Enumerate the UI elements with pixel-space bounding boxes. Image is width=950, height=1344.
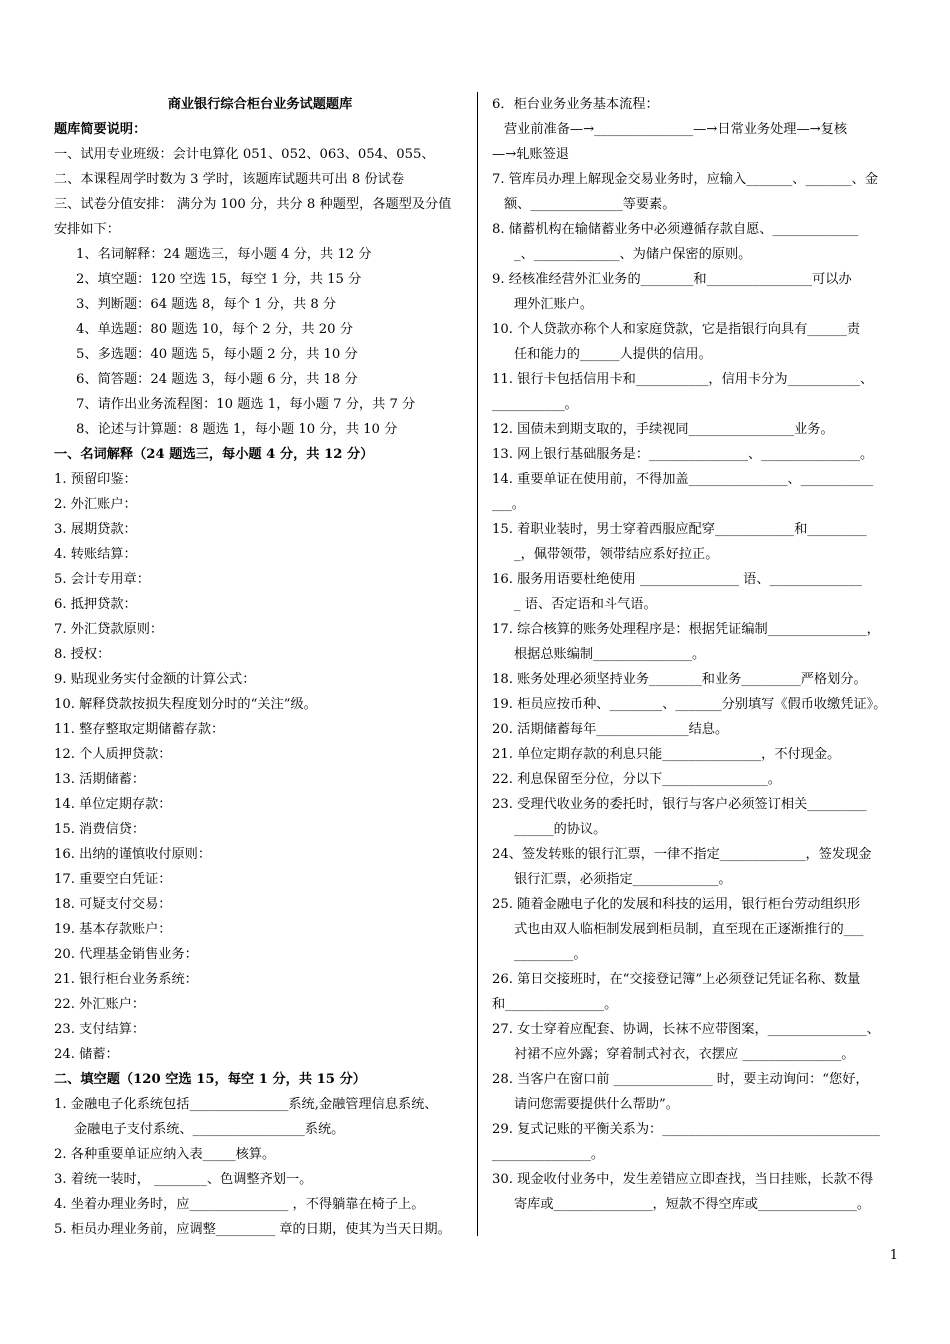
text-line: 6. 抵押贷款： (54, 597, 137, 612)
text-line: 三、试卷分值安排： 满分为 100 分，共分 8 种题型，各题型及分值 (54, 197, 452, 212)
text-line: 23. 支付结算： (54, 1022, 146, 1037)
text-line: 任和能力的______人提供的信用。 (514, 347, 712, 362)
text-line: 4. 坐着办理业务时，应_______________ ，不得躺靠在椅子上。 (54, 1197, 425, 1212)
text-line: 28. 当客户在窗口前 _______________ 时，要主动询问：“您好， (492, 1072, 869, 1087)
section-heading: 二、填空题（120 空选 15，每空 1 分，共 15 分） (54, 1072, 366, 1087)
text-line: 7. 管库员办理上解现金交易业务时，应输入_______、_______、金 (492, 172, 879, 187)
text-line: 根据总账编制_______________。 (514, 647, 706, 662)
text-line: 3、判断题：64 题选 8，每个 1 分，共 8 分 (76, 297, 337, 312)
text-line: 7、请作出业务流程图：10 题选 1，每小题 7 分，共 7 分 (76, 397, 416, 412)
text-line: 一、试用专业班级：会计电算化 051、052、063、054、055、 (54, 147, 435, 162)
text-line: 5. 柜员办理业务前，应调整_________ 章的日期，使其为当天日期。 (54, 1222, 451, 1237)
text-line: 3. 着统一装时， ________、色调整齐划一。 (54, 1172, 313, 1187)
text-line: ______的协议。 (514, 822, 607, 837)
text-line: 2、填空题：120 空选 15，每空 1 分，共 15 分 (76, 272, 362, 287)
column-divider (477, 92, 478, 1236)
text-line: 21. 单位定期存款的利息只能_______________，不付现金。 (492, 747, 841, 762)
text-line: 2. 各种重要单证应纳入表_____核算。 (54, 1147, 276, 1162)
text-line: 22. 利息保留至分位，分以下________________。 (492, 772, 781, 787)
text-line: 寄库或_______________，短款不得空库或_______________。 (514, 1197, 871, 1212)
text-line: 15. 着职业装时，男士穿着西服应配穿____________和_________ (492, 522, 867, 537)
text-line: 26. 第日交接班时，在“交接登记簿”上必须登记凭证名称、数量 (492, 972, 861, 987)
text-line: 8. 授权： (54, 647, 111, 662)
text-line: 16. 服务用语要杜绝使用 _______________ 语、______________ (492, 572, 862, 587)
text-line: 23. 受理代收业务的委托时，银行与客户必须签订相关_________ (492, 797, 867, 812)
text-line: 22. 外汇账户： (54, 997, 146, 1012)
text-line: 18. 账务处理必须坚持业务________和业务_________严格划分。 (492, 672, 867, 687)
text-line: _______________。 (492, 1147, 605, 1162)
text-line: ___。 (492, 497, 525, 512)
text-line: 5、多选题：40 题选 5，每小题 2 分，共 10 分 (76, 347, 358, 362)
text-line: 13. 活期储蓄： (54, 772, 146, 787)
text-line: _________。 (514, 947, 587, 962)
text-line: _ 语、否定语和斗气语。 (514, 597, 657, 612)
text-line: 9. 经核准经营外汇业务的________和________________可以办 (492, 272, 852, 287)
text-line: _，佩带领带，领带结应系好拉正。 (514, 547, 719, 562)
text-line: 9. 贴现业务实付金额的计算公式： (54, 672, 256, 687)
text-line: 27. 女士穿着应配套、协调，长袜不应带图案，_______________、 (492, 1022, 880, 1037)
text-line: 18. 可疑支付交易： (54, 897, 172, 912)
text-line: 额、______________等要素。 (504, 197, 676, 212)
text-line: 10. 解释贷款按损失程度划分时的“关注”级。 (54, 697, 317, 712)
text-line: 6．柜台业务业务基本流程： (492, 97, 659, 112)
text-line: 11. 整存整取定期储蓄存款： (54, 722, 225, 737)
text-line: 13. 网上银行基础服务是：_______________、_______________。 (492, 447, 874, 462)
text-line: 衬裙不应外露；穿着制式衬衣，衣摆应 _______________。 (514, 1047, 855, 1062)
text-line: —→轧账签退 (492, 147, 569, 162)
text-line: 式也由双人临柜制发展到柜员制，直至现在正逐渐推行的___ (514, 922, 864, 937)
text-line: 14. 重要单证在使用前，不得加盖_______________、___________ (492, 472, 874, 487)
left-column (54, 92, 466, 1242)
text-line: 营业前准备—→_______________—→日常业务处理—→复核 (504, 122, 848, 137)
text-line: 5. 会计专用章： (54, 572, 150, 587)
text-line: 4. 转账结算： (54, 547, 137, 562)
text-line: 17. 综合核算的账务处理程序是：根据凭证编制_______________， (492, 622, 880, 637)
text-line: 和_______________。 (492, 997, 618, 1012)
text-line: ___________。 (492, 397, 578, 412)
text-line: 4、单选题：80 题选 10，每个 2 分，共 20 分 (76, 322, 353, 337)
text-line: 1. 预留印鉴： (54, 472, 137, 487)
text-line: 24、签发转账的银行汇票，一律不指定_____________，签发现金 (492, 847, 872, 862)
text-line: 12. 个人质押贷款： (54, 747, 172, 762)
text-line: 25. 随着金融电子化的发展和科技的运用，银行柜台劳动组织形 (492, 897, 861, 912)
text-line: 7. 外汇贷款原则： (54, 622, 164, 637)
text-line: 30. 现金收付业务中，发生差错应立即查找，当日挂账，长款不得 (492, 1172, 874, 1187)
text-line: 1. 金融电子化系统包括_______________系统,金融管理信息系统、 (54, 1097, 438, 1112)
text-line: 11. 银行卡包括信用卡和___________，信用卡分为___________、 (492, 372, 874, 387)
section-heading: 题库简要说明： (54, 122, 147, 137)
text-line: 14. 单位定期存款： (54, 797, 172, 812)
page-number: 1 (889, 1248, 898, 1263)
text-line: 8. 储蓄机构在输储蓄业务中必须遵循存款自愿、_____________ (492, 222, 859, 237)
text-line: 29. 复式记账的平衡关系为：_________________________________ (492, 1122, 880, 1137)
text-line: 3. 展期贷款： (54, 522, 137, 537)
text-line: 15. 消费信贷： (54, 822, 146, 837)
document-title: 商业银行综合柜台业务试题题库 (167, 97, 353, 112)
text-line: 银行汇票，必须指定_____________。 (514, 872, 732, 887)
text-line: 21. 银行柜台业务系统： (54, 972, 198, 987)
right-column (492, 92, 900, 1217)
text-line: 19. 基本存款账户： (54, 922, 172, 937)
text-line: 安排如下： (54, 222, 120, 237)
text-line: 12. 国债未到期支取的，手续视同________________业务。 (492, 422, 834, 437)
text-line: 19. 柜员应按币种、________、_______分别填写《假币收缴凭证》。 (492, 697, 887, 712)
text-line: 8、论述与计算题：8 题选 1，每小题 10 分，共 10 分 (76, 422, 398, 437)
text-line: 6、简答题：24 题选 3，每小题 6 分，共 18 分 (76, 372, 358, 387)
text-line: 20. 代理基金销售业务： (54, 947, 198, 962)
text-line: 请问您需要提供什么帮助”。 (514, 1097, 679, 1112)
text-line: 16. 出纳的谨慎收付原则： (54, 847, 212, 862)
text-line: 10. 个人贷款亦称个人和家庭贷款，它是指银行向具有______责 (492, 322, 861, 337)
text-line: 17. 重要空白凭证： (54, 872, 172, 887)
text-line: 20. 活期储蓄每年______________结息。 (492, 722, 729, 737)
text-line: 2. 外汇账户： (54, 497, 137, 512)
text-line: 24. 储蓄： (54, 1047, 119, 1062)
text-line: 二、本课程周学时数为 3 学时，该题库试题共可出 8 份试卷 (54, 172, 405, 187)
text-line: _、_____________、为储户保密的原则。 (514, 247, 752, 262)
section-heading: 一、名词解释（24 题选三，每小题 4 分，共 12 分） (54, 447, 374, 462)
text-line: 理外汇账户。 (514, 297, 594, 312)
text-line: 1、名词解释：24 题选三，每小题 4 分，共 12 分 (76, 247, 372, 262)
text-line: 金融电子支付系统、_________________系统。 (74, 1122, 345, 1137)
